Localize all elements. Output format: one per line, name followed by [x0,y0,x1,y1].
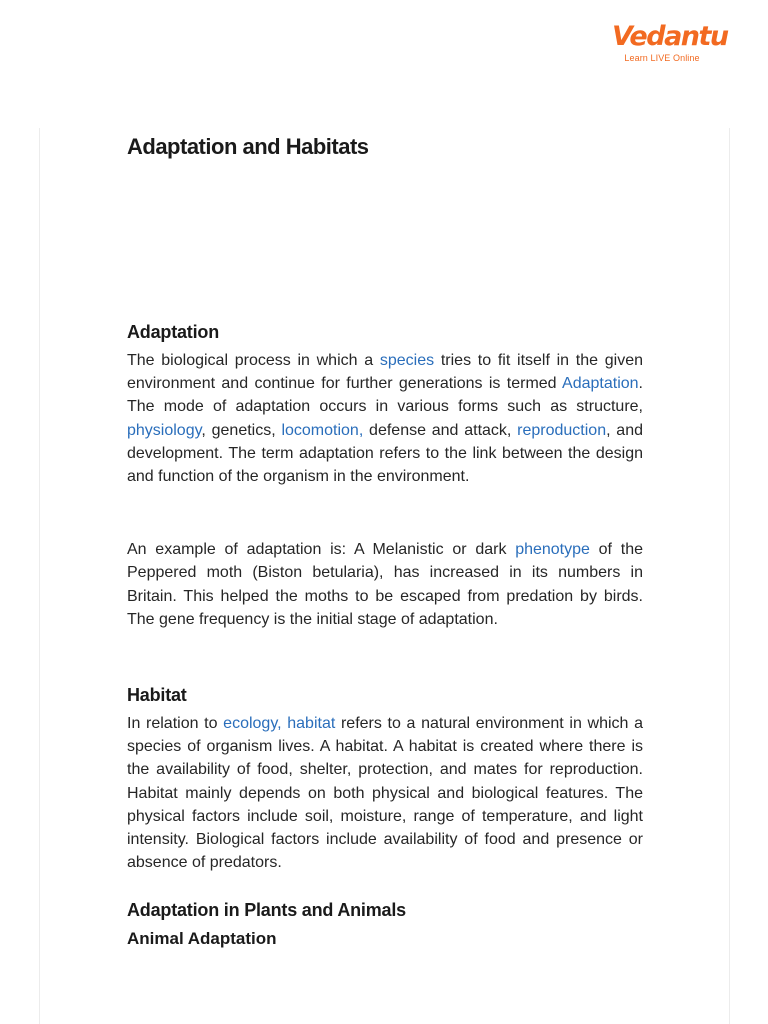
adaptation-paragraph-1 [127,349,643,488]
adaptation-heading: Adaptation [127,322,219,342]
logo-tagline: Learn LIVE Online [624,53,700,63]
text-run: In relation to [127,715,224,733]
text-run: , genetics, [201,421,282,439]
link-species[interactable]: species [379,352,435,369]
page-border-left [39,128,40,1024]
link-ecology-habitat[interactable]: ecology, habitat [223,715,336,733]
habitat-heading: Habitat [127,685,187,706]
animal-adaptation-subheading: Animal Adaptation [127,929,277,949]
link-physiology[interactable]: physiology [127,421,202,439]
text-run: An example of adaptation is: A Melanistic or dark [127,541,516,559]
link-locomotion[interactable]: locomotion, [281,421,364,439]
habitat-paragraph-1 [127,712,643,874]
link-adaptation[interactable]: Adaptation [562,375,639,393]
text-run: . The mode of adaptation occurs in various forms such as structure, [127,375,643,416]
page-border-right [729,128,730,1024]
text-run: The biological process in which a [127,352,380,369]
link-phenotype[interactable]: phenotype [515,541,590,559]
text-run: defense and attack, [363,421,518,439]
logo-brand: Vedantu [612,21,728,52]
text-run: refers to a natural environment in which a species of organism lives. A habitat. A habitat is created where there is the availability of food, shelter, protection, and mates for reproduction. Habitat mainly depends on both physical and biological features. The physical factors include soil, moisture, range of temperature, and light intensity. Biological factors include availability of food and presence or absence of predators. [127,715,644,872]
adaptation-paragraph-2 [127,538,643,631]
link-reproduction[interactable]: reproduction [517,421,607,439]
text-run: tries to fit itself in the given environment and continue for further generations is termed [127,352,644,393]
vedantu-logo [612,21,728,64]
page-title: Adaptation and Habitats [127,134,369,159]
plants-animals-heading: Adaptation in Plants and Animals [127,900,406,921]
text-run: of the Peppered moth (Biston betularia), has increased in its numbers in Britain. This helped the moths to be escaped from predation by birds. The gene frequency is the initial stage of adaptation. [127,541,643,628]
text-run: , and development. The term adaptation refers to the link between the design and function of the organism in the environment. [127,421,644,486]
document-content [127,128,643,951]
